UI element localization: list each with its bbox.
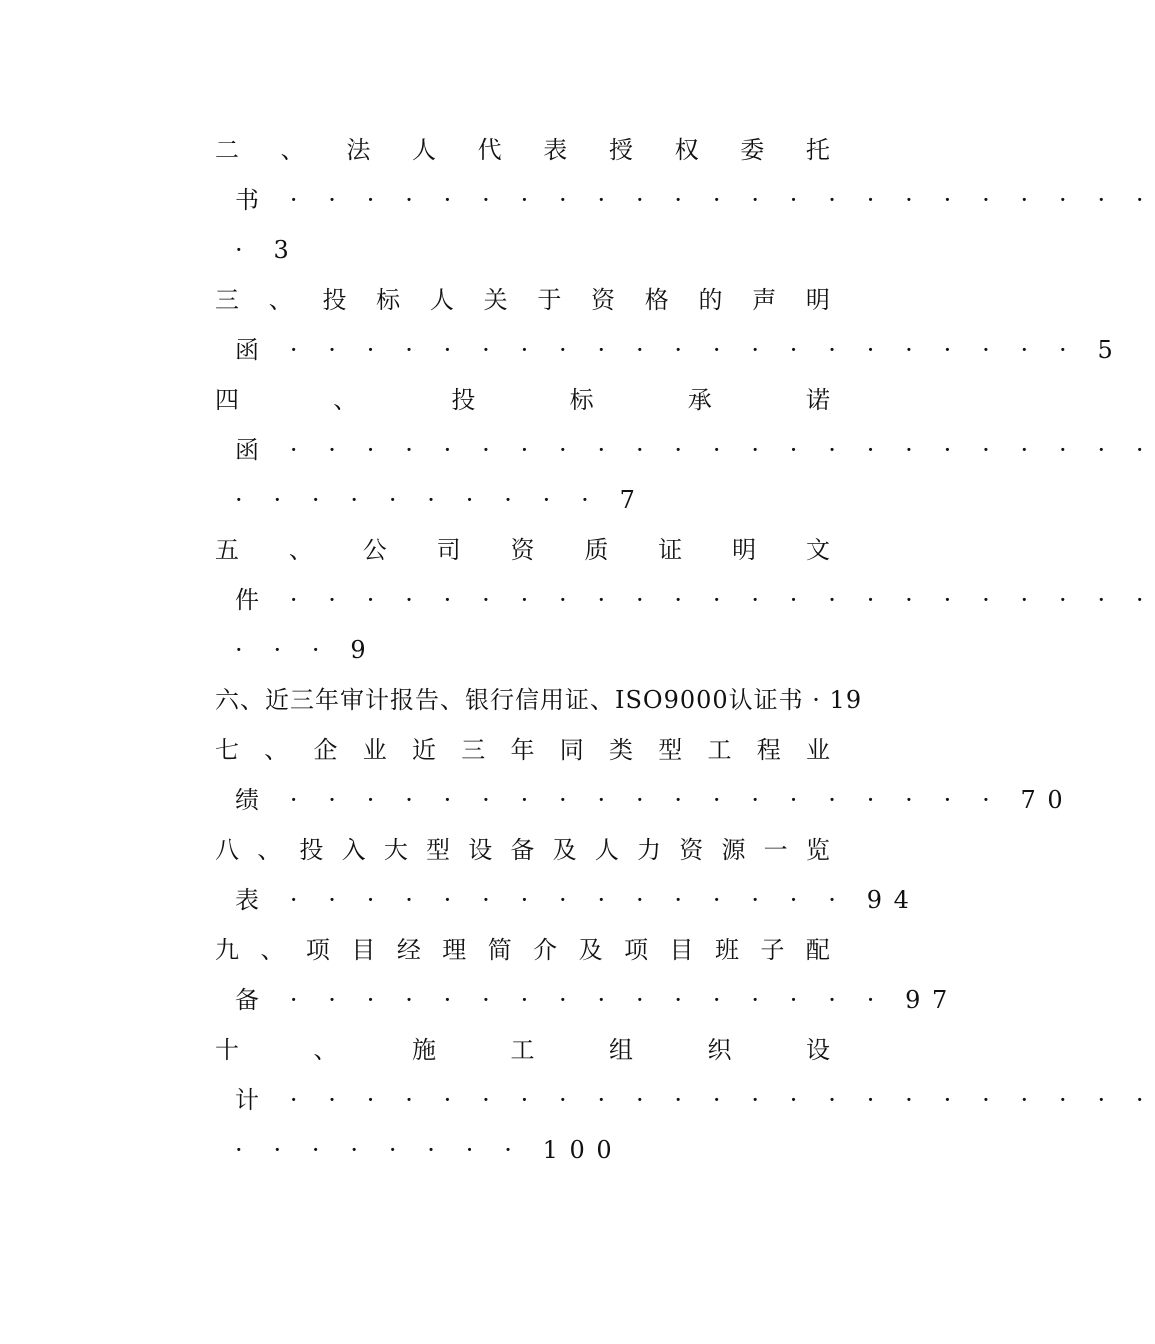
toc-char: 、 [313, 1036, 338, 1064]
toc-entry-4-leader: 函 · · · · · · · · · · · · · · · · · · · · · · · [235, 436, 1155, 464]
toc-char: 二 [215, 136, 239, 164]
toc-char: 设 [806, 1036, 830, 1064]
toc-char: 资 [591, 286, 616, 314]
toc-char: 标 [376, 286, 401, 314]
toc-char: 览 [805, 836, 830, 864]
toc-char: 子 [760, 936, 785, 964]
toc-char: 的 [698, 286, 723, 314]
toc-char: 及 [578, 936, 603, 964]
toc-char: 于 [537, 286, 562, 314]
toc-char: 程 [756, 736, 781, 764]
toc-char: 投 [322, 286, 347, 314]
toc-entry-7-leader: 绩 · · · · · · · · · · · · · · · · · · · 70 [235, 786, 1075, 814]
toc-char: 、 [257, 836, 282, 864]
toc-char: 企 [313, 736, 338, 764]
toc-char: 委 [740, 136, 765, 164]
toc-char: 司 [436, 536, 461, 564]
toc-char: 证 [658, 536, 683, 564]
toc-char: 投 [299, 836, 324, 864]
toc-entry-10-leader: 计 · · · · · · · · · · · · · · · · · · · · · · · [235, 1086, 1155, 1114]
toc-entry-2-leader: 书 · · · · · · · · · · · · · · · · · · · · · · · [235, 186, 1155, 214]
toc-entry-10-heading [215, 1030, 830, 1070]
toc-char: 权 [674, 136, 699, 164]
toc-entry-8-leader: 表 · · · · · · · · · · · · · · · 94 [235, 886, 921, 914]
toc-char: 表 [543, 136, 568, 164]
toc-char: 型 [658, 736, 683, 764]
toc-entry-7-heading [215, 730, 830, 770]
toc-char: 、 [288, 536, 313, 564]
toc-entry-2-heading [215, 130, 830, 170]
toc-char: 代 [477, 136, 502, 164]
toc-entry-8-heading [215, 830, 830, 870]
toc-char: 资 [679, 836, 704, 864]
toc-char: 三 [215, 286, 239, 314]
toc-char: 、 [264, 736, 289, 764]
toc-char: 七 [215, 736, 239, 764]
toc-char: 工 [510, 1036, 535, 1064]
toc-entry-9-heading [215, 930, 830, 970]
toc-entry-5-page: · · · 9 [235, 636, 378, 664]
toc-char: 、 [260, 936, 285, 964]
toc-char: 九 [215, 936, 239, 964]
toc-char: 文 [806, 536, 830, 564]
toc-char: 及 [552, 836, 577, 864]
toc-char: 投 [451, 386, 476, 414]
toc-char: 业 [806, 736, 830, 764]
toc-entry-4-page: · · · · · · · · · · 7 [235, 486, 647, 514]
toc-char: 格 [644, 286, 669, 314]
toc-char: 力 [637, 836, 662, 864]
toc-char: 四 [215, 386, 239, 414]
toc-char: 质 [584, 536, 609, 564]
toc-char: 关 [483, 286, 508, 314]
toc-char: 业 [362, 736, 387, 764]
toc-char: 类 [609, 736, 633, 764]
toc-char: 授 [608, 136, 633, 164]
toc-char: 近 [412, 736, 436, 764]
toc-char: 人 [429, 286, 454, 314]
toc-char: 织 [707, 1036, 732, 1064]
toc-char: 简 [487, 936, 512, 964]
toc-char: 目 [351, 936, 376, 964]
toc-char: 、 [333, 386, 358, 414]
toc-char: 诺 [805, 386, 830, 414]
toc-char: 五 [215, 536, 239, 564]
toc-char: 、 [268, 286, 293, 314]
toc-char: 型 [426, 836, 451, 864]
toc-entry-3-heading [215, 280, 830, 320]
toc-char: 人 [411, 136, 436, 164]
toc-char: 托 [805, 136, 830, 164]
toc-entry-2-page: · 3 [235, 236, 301, 264]
toc-char: 配 [805, 936, 830, 964]
toc-char: 声 [752, 286, 777, 314]
toc-char: 备 [510, 836, 535, 864]
toc-char: 八 [215, 836, 239, 864]
toc-char: 公 [362, 536, 387, 564]
toc-char: 班 [714, 936, 739, 964]
toc-char: 年 [510, 736, 535, 764]
toc-entry-4-heading [215, 380, 830, 420]
toc-char: 项 [305, 936, 330, 964]
toc-entry-5-leader: 件 · · · · · · · · · · · · · · · · · · · · · · · [235, 586, 1155, 614]
toc-char: 组 [609, 1036, 633, 1064]
toc-char: 明 [732, 536, 757, 564]
toc-char: 源 [721, 836, 746, 864]
toc-char: 一 [763, 836, 788, 864]
toc-char: 人 [594, 836, 619, 864]
toc-char: 法 [346, 136, 371, 164]
toc-char: 入 [341, 836, 366, 864]
toc-char: 资 [510, 536, 535, 564]
toc-char: 工 [707, 736, 732, 764]
toc-char: 明 [805, 286, 830, 314]
toc-entry-9-leader: 备 · · · · · · · · · · · · · · · · 97 [235, 986, 959, 1014]
toc-char: 设 [468, 836, 493, 864]
toc-char: 项 [624, 936, 649, 964]
toc-char: 经 [396, 936, 421, 964]
toc-char: 十 [215, 1036, 239, 1064]
toc-char: 理 [442, 936, 467, 964]
toc-entry-3-leader: 函 · · · · · · · · · · · · · · · · · · · · · 5 [235, 336, 1125, 364]
toc-char: 介 [533, 936, 558, 964]
toc-char: 同 [559, 736, 584, 764]
toc-char: 承 [687, 386, 712, 414]
toc-entry-5-heading [215, 530, 830, 570]
toc-char: 大 [383, 836, 408, 864]
toc-char: 施 [412, 1036, 436, 1064]
toc-entry-10-page: · · · · · · · · 100 [235, 1136, 624, 1164]
toc-char: 、 [280, 136, 305, 164]
toc-char: 标 [569, 386, 594, 414]
toc-char: 目 [669, 936, 694, 964]
toc-char: 三 [461, 736, 486, 764]
toc-entry-6: 六、近三年审计报告、银行信用证、ISO9000认证书 · 19 [215, 686, 863, 714]
